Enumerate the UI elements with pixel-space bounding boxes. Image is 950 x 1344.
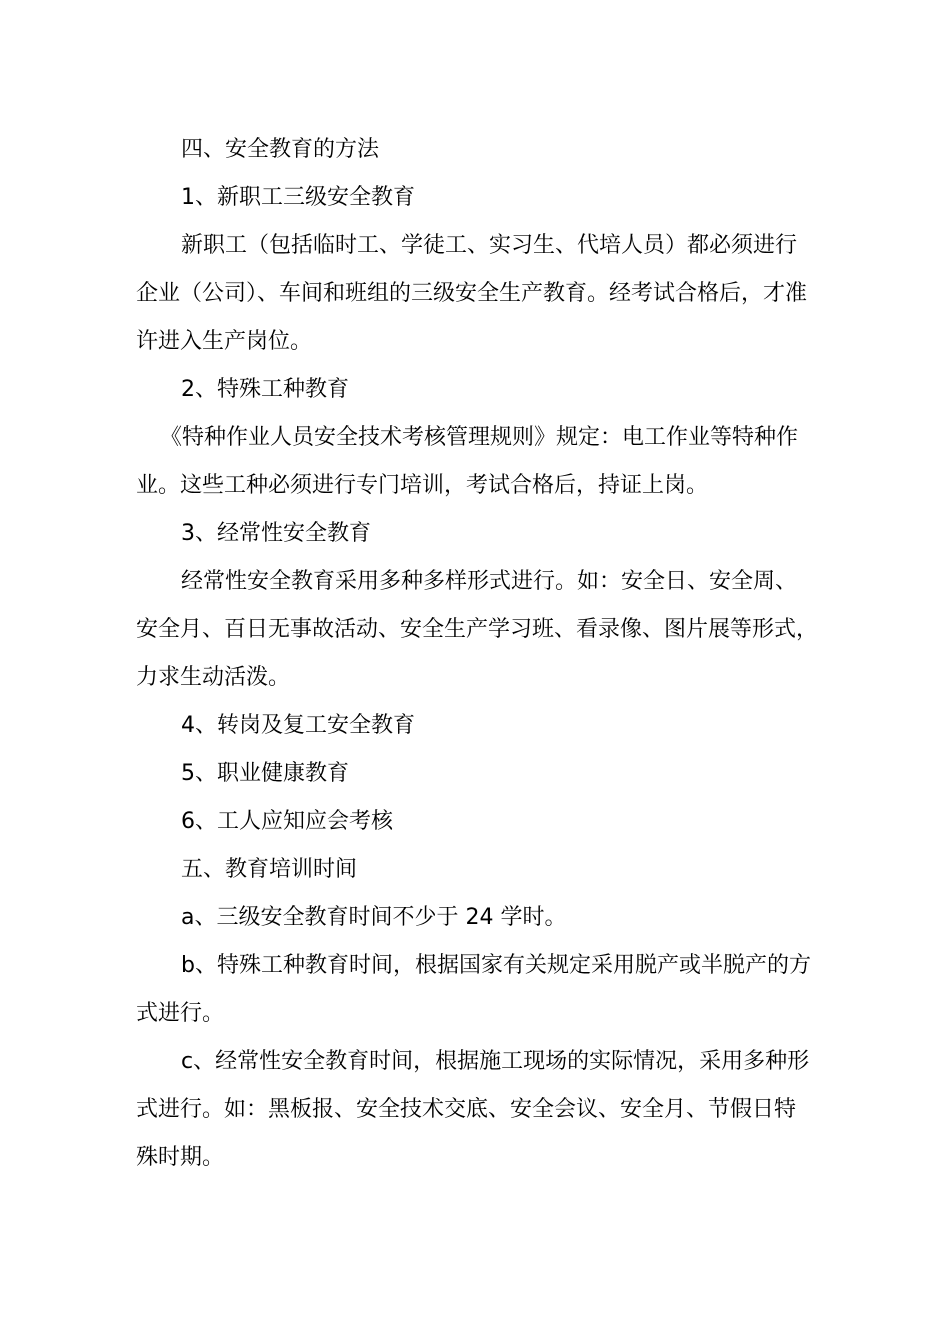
subheading-worker-assessment: 6、工人应知应会考核 (181, 809, 393, 834)
subheading-transfer-return: 4、转岗及复工安全教育 (181, 713, 415, 738)
paragraph-line: 安全月、百日无事故活动、安全生产学习班、看录像、图片展等形式， (136, 617, 819, 642)
paragraph-line: 经常性安全教育采用多种多样形式进行。如：安全日、安全周、 (181, 569, 798, 594)
subheading-occupational-health: 5、职业健康教育 (181, 761, 349, 786)
paragraph-line: 殊时期。 (136, 1145, 225, 1170)
section-heading-training-time: 五、教育培训时间 (181, 857, 358, 882)
paragraph-line: 业。这些工种必须进行专门培训，考试合格后，持证上岗。 (136, 473, 709, 498)
paragraph-line: 力求生动活泼。 (136, 665, 291, 690)
section-heading-methods: 四、安全教育的方法 (181, 137, 380, 162)
paragraph-line: 式进行。 (136, 1001, 225, 1026)
document-body (136, 126, 826, 1182)
paragraph-line: 许进入生产岗位。 (136, 329, 313, 354)
paragraph-line: 式进行。如：黑板报、安全技术交底、安全会议、安全月、节假日特 (136, 1097, 797, 1122)
list-item-c: c、经常性安全教育时间，根据施工现场的实际情况，采用多种形 (181, 1049, 810, 1074)
paragraph-line: 企业（公司）、车间和班组的三级安全生产教育。经考试合格后，才准 (136, 281, 808, 306)
list-item-a: a、三级安全教育时间不少于 24 学时。 (181, 905, 567, 930)
subheading-regular-education: 3、经常性安全教育 (181, 521, 371, 546)
paragraph-line: 《特种作业人员安全技术考核管理规则》规定：电工作业等特种作 (160, 425, 799, 450)
subheading-special-trades: 2、特殊工种教育 (181, 377, 349, 402)
paragraph-line: 新职工（包括临时工、学徒工、实习生、代培人员）都必须进行 (181, 233, 798, 258)
subheading-new-staff: 1、新职工三级安全教育 (181, 185, 415, 210)
list-item-b: b、特殊工种教育时间，根据国家有关规定采用脱产或半脱产的方 (181, 953, 811, 978)
